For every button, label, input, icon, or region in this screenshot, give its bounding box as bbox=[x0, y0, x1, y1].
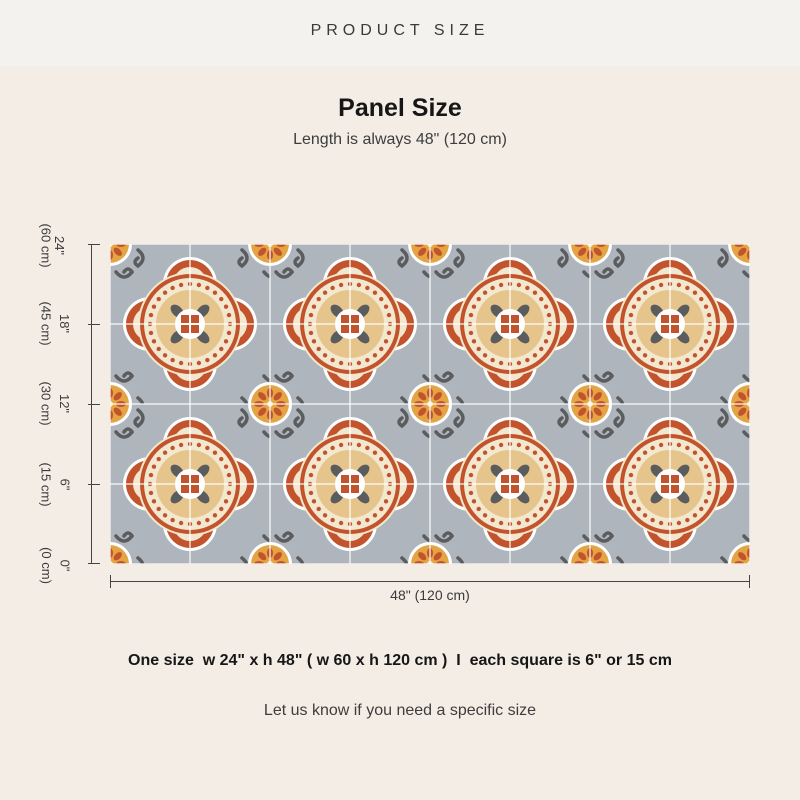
tile-square bbox=[510, 244, 590, 324]
panel-size-title: Panel Size bbox=[338, 94, 462, 122]
tile-square bbox=[590, 324, 670, 404]
vertical-tick bbox=[88, 404, 100, 405]
size-specification: One size w 24" x h 48" ( w 60 x h 120 cm ) I each square is 6" or 15 cm bbox=[128, 652, 672, 669]
horizontal-dimension-scale bbox=[110, 575, 750, 587]
vertical-tick bbox=[88, 484, 100, 485]
tile-square bbox=[270, 244, 350, 324]
vertical-dimension-scale bbox=[91, 244, 103, 564]
tile-square bbox=[110, 484, 190, 564]
tile-square bbox=[190, 484, 270, 564]
tile-square bbox=[590, 404, 670, 484]
tile-square bbox=[350, 244, 430, 324]
tile-square bbox=[190, 404, 270, 484]
tile-panel-preview bbox=[110, 244, 750, 564]
tile-square bbox=[430, 324, 510, 404]
tile-square bbox=[510, 324, 590, 404]
vertical-label-45-cm: (45 cm) bbox=[38, 301, 54, 346]
tile-square bbox=[510, 484, 590, 564]
tile-square bbox=[350, 324, 430, 404]
vertical-label-15-cm: (15 cm) bbox=[38, 462, 54, 507]
vertical-label-12-inch: 12" bbox=[57, 393, 73, 414]
tile-square bbox=[110, 404, 190, 484]
tile-square bbox=[670, 244, 750, 324]
tile-square bbox=[270, 324, 350, 404]
vertical-label-60-cm: (60 cm) bbox=[38, 223, 54, 268]
tile-square bbox=[430, 244, 510, 324]
product-size-heading: PRODUCT SIZE bbox=[310, 22, 490, 39]
tile-square bbox=[190, 244, 270, 324]
vertical-label-24-inch: 24" bbox=[52, 235, 68, 256]
tile-square bbox=[430, 404, 510, 484]
vertical-label-18-inch: 18" bbox=[57, 313, 73, 334]
horizontal-scale-line bbox=[110, 581, 750, 582]
tile-square bbox=[110, 324, 190, 404]
tile-square bbox=[270, 484, 350, 564]
panel-size-subtitle: Length is always 48" (120 cm) bbox=[293, 131, 507, 148]
tile-square bbox=[590, 244, 670, 324]
horizontal-dimension-label: 48" (120 cm) bbox=[390, 587, 470, 603]
tile-square bbox=[430, 484, 510, 564]
vertical-label-30-cm: (30 cm) bbox=[38, 381, 54, 426]
tile-square bbox=[590, 484, 670, 564]
tile-square bbox=[350, 484, 430, 564]
tile-square bbox=[510, 404, 590, 484]
vertical-tick bbox=[88, 324, 100, 325]
tile-square bbox=[670, 324, 750, 404]
tile-square bbox=[670, 404, 750, 484]
tile-square bbox=[190, 324, 270, 404]
vertical-label-0-cm: (0 cm) bbox=[38, 547, 54, 584]
tile-square bbox=[110, 244, 190, 324]
custom-size-note: Let us know if you need a specific size bbox=[263, 702, 537, 719]
tile-square bbox=[350, 404, 430, 484]
vertical-tick bbox=[88, 244, 100, 245]
vertical-tick bbox=[88, 563, 100, 564]
tile-square bbox=[670, 484, 750, 564]
vertical-label-0-inch: 0" bbox=[57, 559, 73, 572]
tile-square bbox=[270, 404, 350, 484]
vertical-label-6-inch: 6" bbox=[57, 478, 73, 491]
